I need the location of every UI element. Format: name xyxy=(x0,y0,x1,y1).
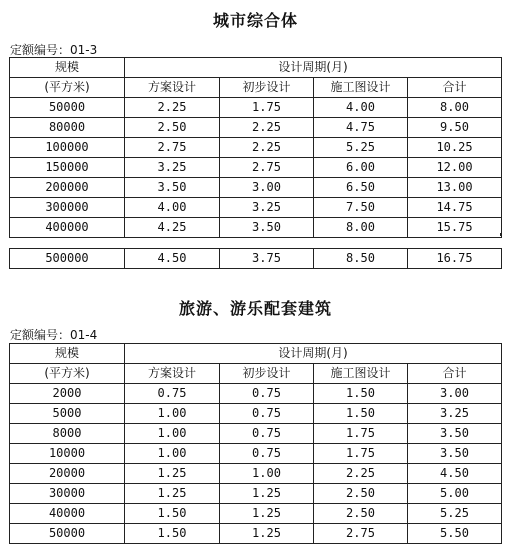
header-total: 合计 xyxy=(408,364,502,384)
cell-preliminary: 1.75 xyxy=(220,98,314,118)
cell-scheme: 2.50 xyxy=(125,118,220,138)
cell-scheme: 1.50 xyxy=(125,504,220,524)
cell-scale: 50000 xyxy=(10,98,125,118)
header-design-period: 设计周期(月) xyxy=(125,58,502,78)
cell-construction: 1.50 xyxy=(314,384,408,404)
cell-total: 13.00 xyxy=(408,178,502,198)
table-row xyxy=(10,249,502,269)
cell-scheme: 4.00 xyxy=(125,198,220,218)
cell-scale: 20000 xyxy=(10,464,125,484)
cell-preliminary: 0.75 xyxy=(220,424,314,444)
table-row xyxy=(10,464,502,484)
cell-construction: 1.50 xyxy=(314,404,408,424)
cell-total: 5.50 xyxy=(408,524,502,544)
section2-code: 定额编号：01-4 xyxy=(10,328,98,342)
cell-preliminary: 1.00 xyxy=(220,464,314,484)
cell-scheme: 4.50 xyxy=(125,249,220,269)
cell-preliminary: 3.50 xyxy=(220,218,314,238)
cell-preliminary: 3.75 xyxy=(220,249,314,269)
table-row xyxy=(10,404,502,424)
header-scale: 规模 xyxy=(10,344,125,364)
cell-construction: 2.75 xyxy=(314,524,408,544)
cell-scale: 150000 xyxy=(10,158,125,178)
cell-preliminary: 1.25 xyxy=(220,524,314,544)
table-01-3 xyxy=(9,57,502,238)
cell-preliminary: 3.25 xyxy=(220,198,314,218)
table-01-4-body xyxy=(10,384,502,544)
cell-construction: 1.75 xyxy=(314,424,408,444)
cell-preliminary: 1.25 xyxy=(220,504,314,524)
cell-preliminary: 0.75 xyxy=(220,384,314,404)
cell-scale: 100000 xyxy=(10,138,125,158)
cell-construction: 1.75 xyxy=(314,444,408,464)
cell-scheme: 1.50 xyxy=(125,524,220,544)
cell-construction: 8.00 xyxy=(314,218,408,238)
cell-scale: 400000 xyxy=(10,218,125,238)
cell-total: 9.50 xyxy=(408,118,502,138)
cell-construction: 2.50 xyxy=(314,484,408,504)
header-scale-unit: (平方米) xyxy=(10,364,125,384)
header-scale-unit: (平方米) xyxy=(10,78,125,98)
cell-scale: 5000 xyxy=(10,404,125,424)
table-row xyxy=(10,484,502,504)
cell-scheme: 1.25 xyxy=(125,464,220,484)
table-row xyxy=(10,384,502,404)
cell-construction: 7.50 xyxy=(314,198,408,218)
cell-scale: 30000 xyxy=(10,484,125,504)
cell-total: 3.00 xyxy=(408,384,502,404)
table-gap xyxy=(9,233,501,236)
header-preliminary: 初步设计 xyxy=(220,364,314,384)
cell-scale: 500000 xyxy=(10,249,125,269)
cell-scheme: 1.00 xyxy=(125,444,220,464)
table-row xyxy=(10,178,502,198)
header-design-period: 设计周期(月) xyxy=(125,344,502,364)
header-construction: 施工图设计 xyxy=(314,364,408,384)
cell-preliminary: 2.75 xyxy=(220,158,314,178)
cell-total: 3.25 xyxy=(408,404,502,424)
cell-construction: 5.25 xyxy=(314,138,408,158)
cell-construction: 2.50 xyxy=(314,504,408,524)
table-row xyxy=(10,98,502,118)
cell-scheme: 1.00 xyxy=(125,424,220,444)
header-total: 合计 xyxy=(408,78,502,98)
cell-scale: 10000 xyxy=(10,444,125,464)
cell-scheme: 3.50 xyxy=(125,178,220,198)
cell-preliminary: 0.75 xyxy=(220,444,314,464)
cell-preliminary: 2.25 xyxy=(220,138,314,158)
section2-title: 旅游、游乐配套建筑 xyxy=(178,299,332,318)
table-01-3-extra xyxy=(9,248,502,269)
cell-construction: 2.25 xyxy=(314,464,408,484)
table-row xyxy=(10,138,502,158)
cell-preliminary: 3.00 xyxy=(220,178,314,198)
header-scheme: 方案设计 xyxy=(125,78,220,98)
cell-scale: 80000 xyxy=(10,118,125,138)
cell-total: 14.75 xyxy=(408,198,502,218)
cell-total: 16.75 xyxy=(408,249,502,269)
header-preliminary: 初步设计 xyxy=(220,78,314,98)
cell-scale: 50000 xyxy=(10,524,125,544)
cell-scheme: 4.25 xyxy=(125,218,220,238)
cell-total: 5.00 xyxy=(408,484,502,504)
table-row xyxy=(10,118,502,138)
cell-total: 4.50 xyxy=(408,464,502,484)
section1-code: 定额编号：01-3 xyxy=(10,43,98,57)
cell-scale: 200000 xyxy=(10,178,125,198)
cell-scheme: 2.75 xyxy=(125,138,220,158)
table-row xyxy=(10,504,502,524)
header-scale: 规模 xyxy=(10,58,125,78)
table-row xyxy=(10,444,502,464)
cell-total: 10.25 xyxy=(408,138,502,158)
cell-construction: 4.75 xyxy=(314,118,408,138)
cell-total: 3.50 xyxy=(408,424,502,444)
cell-scale: 8000 xyxy=(10,424,125,444)
table-row xyxy=(10,524,502,544)
table-row xyxy=(10,198,502,218)
cell-preliminary: 1.25 xyxy=(220,484,314,504)
cell-scheme: 1.00 xyxy=(125,404,220,424)
cell-scheme: 2.25 xyxy=(125,98,220,118)
cell-preliminary: 0.75 xyxy=(220,404,314,424)
cell-construction: 6.00 xyxy=(314,158,408,178)
cell-total: 3.50 xyxy=(408,444,502,464)
cell-scale: 2000 xyxy=(10,384,125,404)
cell-total: 8.00 xyxy=(408,98,502,118)
section1-title: 城市综合体 xyxy=(212,11,298,30)
cell-scheme: 0.75 xyxy=(125,384,220,404)
cell-scheme: 3.25 xyxy=(125,158,220,178)
header-scheme: 方案设计 xyxy=(125,364,220,384)
cell-construction: 4.00 xyxy=(314,98,408,118)
cell-construction: 8.50 xyxy=(314,249,408,269)
cell-total: 12.00 xyxy=(408,158,502,178)
cell-preliminary: 2.25 xyxy=(220,118,314,138)
table-row xyxy=(10,158,502,178)
cell-scheme: 1.25 xyxy=(125,484,220,504)
table-01-4 xyxy=(9,343,502,544)
cell-total: 5.25 xyxy=(408,504,502,524)
table-row xyxy=(10,424,502,444)
table-01-3-body xyxy=(10,98,502,238)
cell-construction: 6.50 xyxy=(314,178,408,198)
cell-scale: 40000 xyxy=(10,504,125,524)
cell-scale: 300000 xyxy=(10,198,125,218)
cell-total: 15.75 xyxy=(408,218,502,238)
header-construction: 施工图设计 xyxy=(314,78,408,98)
